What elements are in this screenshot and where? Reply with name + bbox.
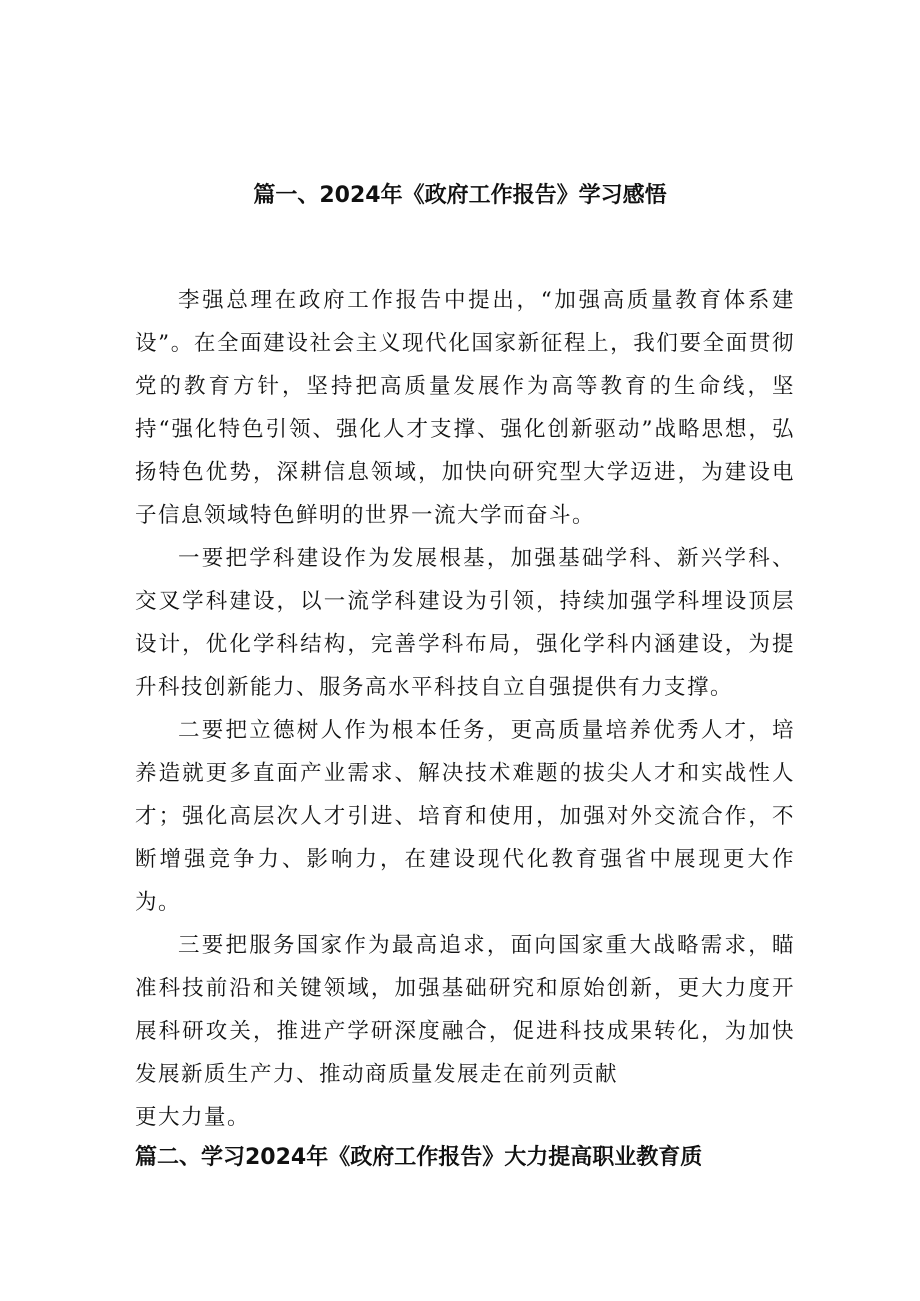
paragraph-serve-nation: 三要把服务国家作为最高追求，面向国家重大战略需求，瞄准科技前沿和关键领域，加强基础研究和原始创新，更大力度开展科研攻关，推进产学研深度融合，促进科技成果转化，为加快发展新质生产力、推动商质量发展走在前列贡献 [135,933,795,1087]
section-1-title: 篇一、2024年《政府工作报告》学习感悟 [253,183,667,208]
paragraph-tail-line: 更大力量。 [135,1105,251,1130]
paragraph-discipline-building: 一要把学科建设作为发展根基，加强基础学科、新兴学科、交叉学科建设，以一流学科建设为引领，持续加强学科埋设顶层设计，优化学科结构，完善学科布局，强化学科内涵建设，为提升科技创新能力、服务高水平科技自立自强提供有力支撑。 [135,546,795,700]
section-2-title: 篇二、学习2024年《政府工作报告》大力提高职业教育质 [135,1145,703,1170]
section-1-body [135,279,795,1139]
paragraph-talent-cultivation: 二要把立德树人作为根本任务，更高质量培养优秀人才，培养造就更多直面产业需求、解决技术难题的拔尖人才和实战性人才；强化高层次人才引进、培育和使用，加强对外交流合作，不断增强竞争力、影响力，在建设现代化教育强省中展现更大作为。 [135,718,795,915]
paragraph-intro: 李强总理在政府工作报告中提出，“加强高质量教育体系建设”。在全面建设社会主义现代化国家新征程上，我们要全面贯彻党的教育方针，坚持把高质量发展作为高等教育的生命线，坚持“强化特色引领、强化人才支撑、强化创新驱动”战略思想，弘扬特色优势，深耕信息领域，加快向研究型大学迈进，为建设电子信息领域特色鲜明的世界一流大学而奋斗。 [135,288,795,528]
